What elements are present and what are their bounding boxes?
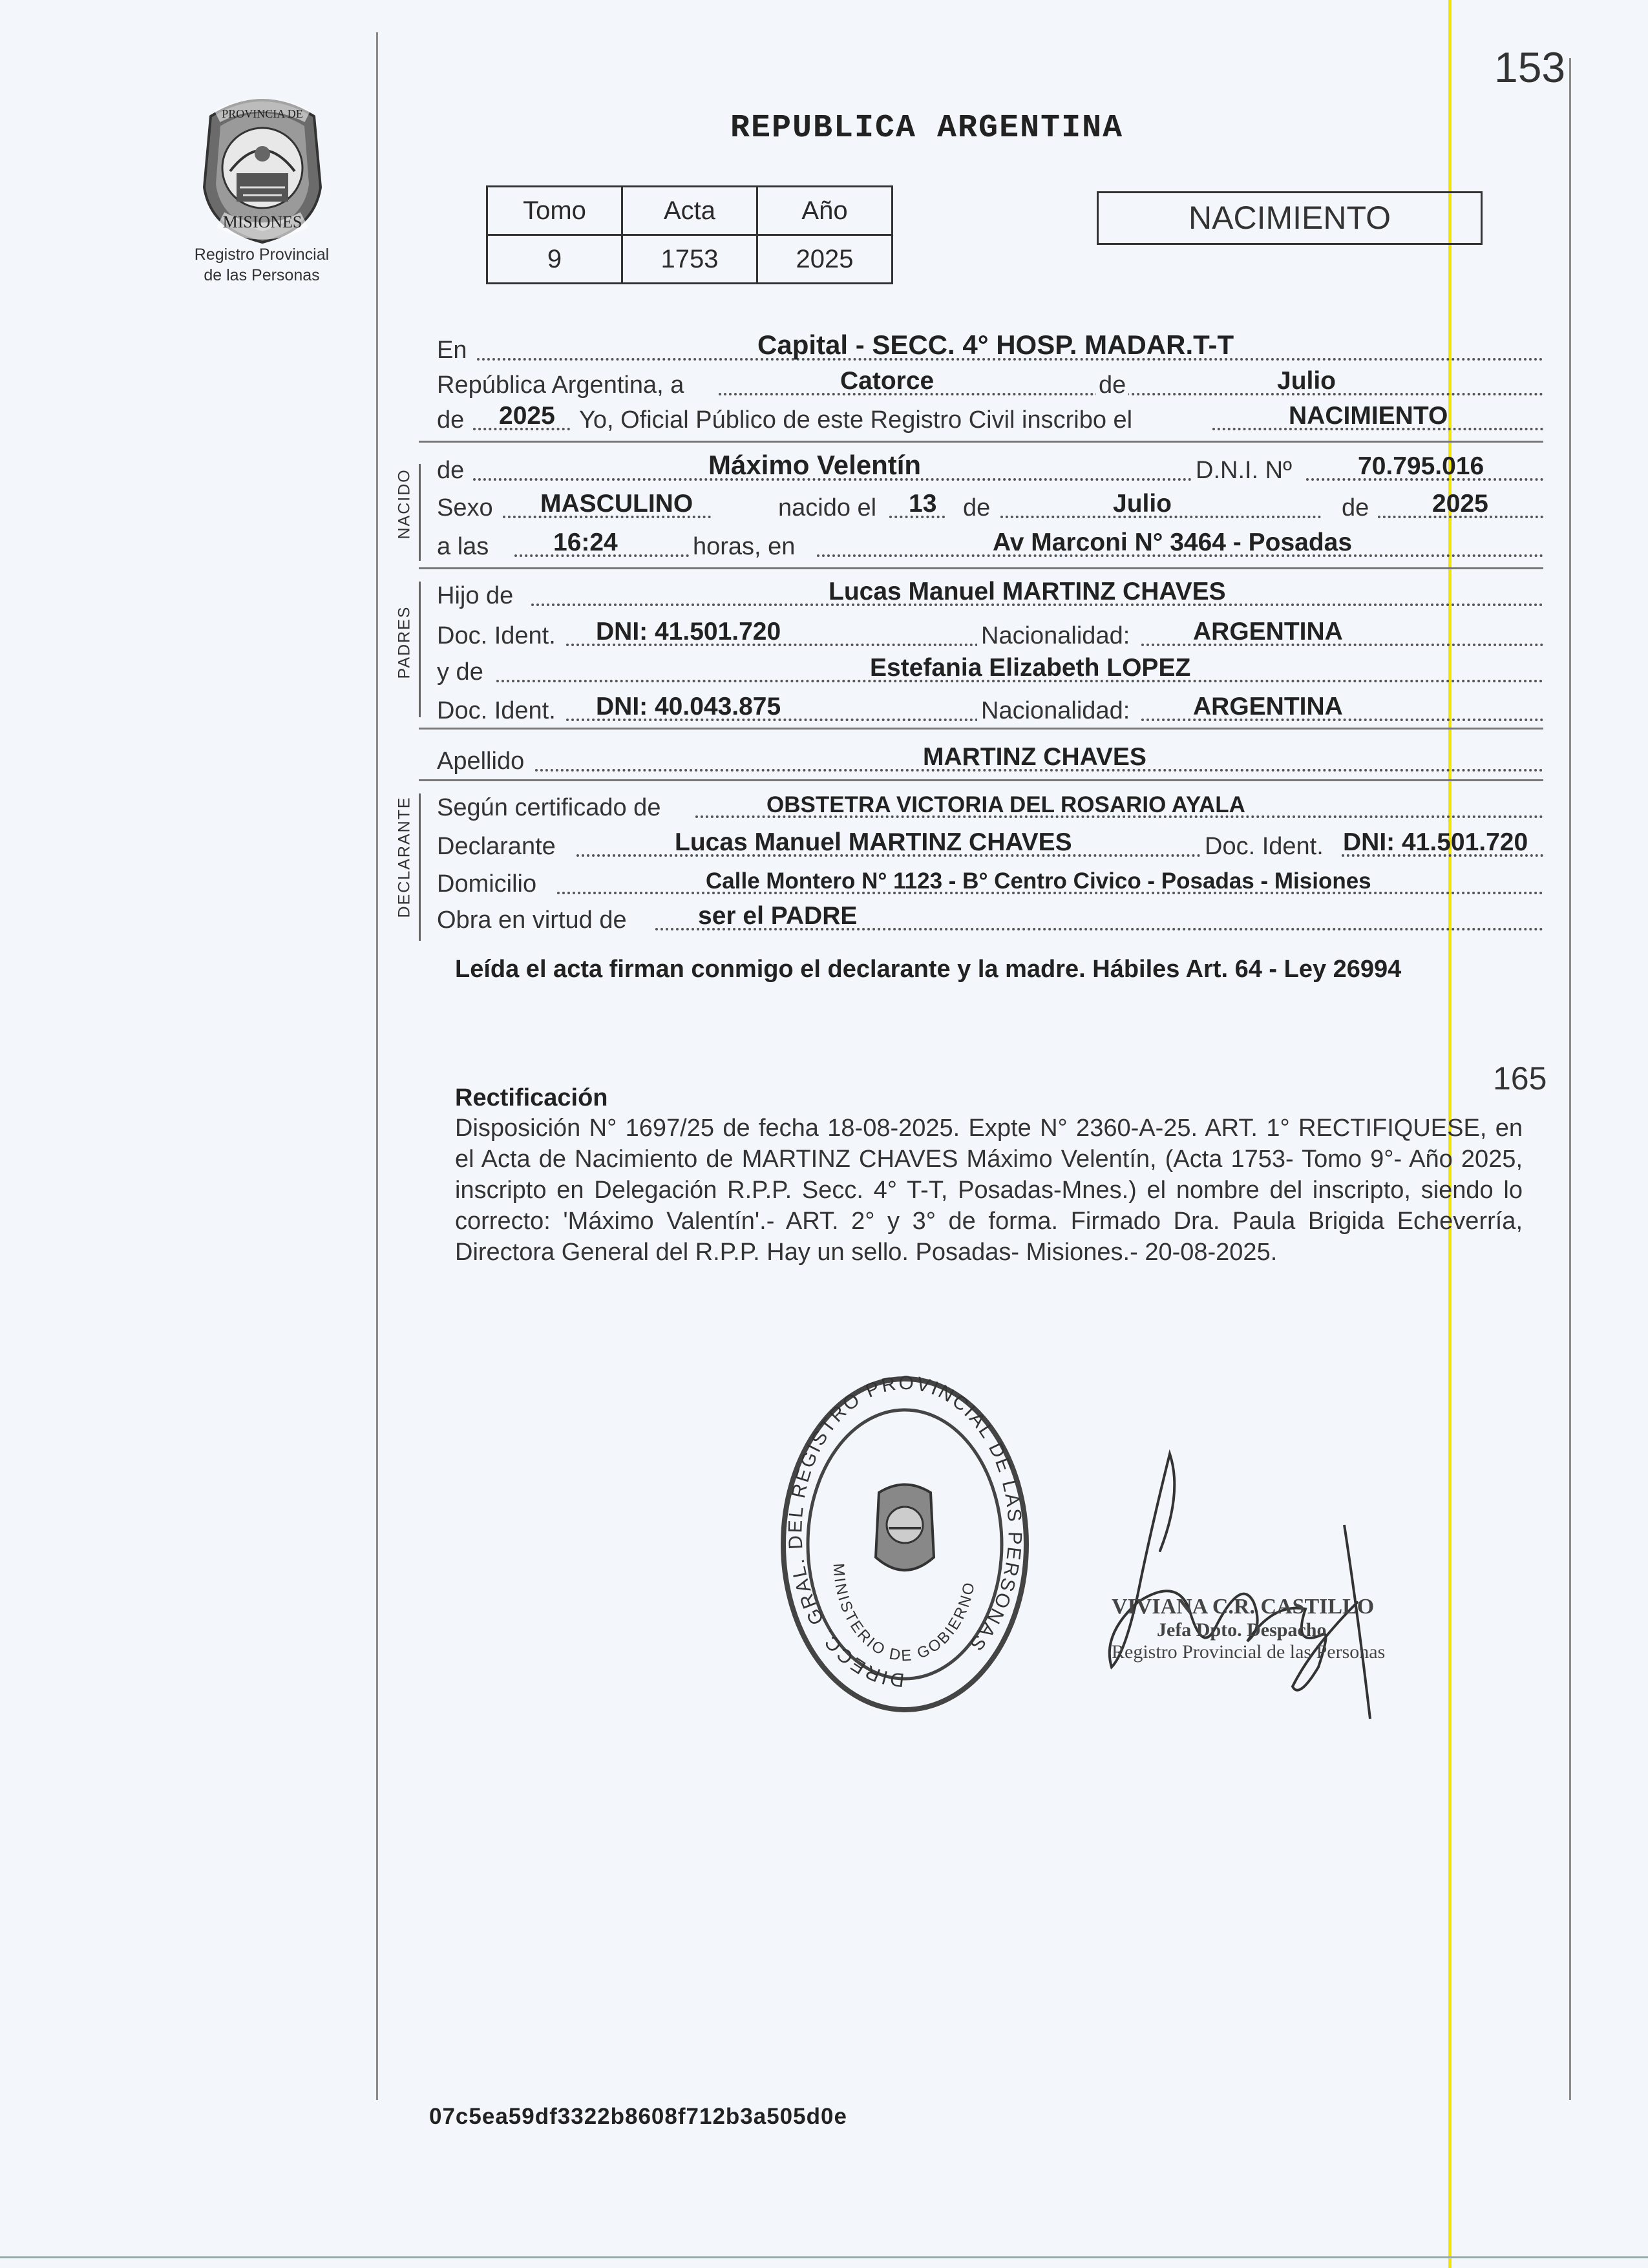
record-type-box: NACIMIENTO: [1097, 191, 1483, 245]
value-year: 2025: [499, 402, 555, 430]
label-republica: República Argentina, a: [437, 372, 684, 399]
row-republica: [437, 367, 1543, 402]
row-nacido-name: [437, 452, 1543, 487]
value-birth-month: Julio: [1113, 490, 1172, 518]
section-label-nacido: NACIDO: [395, 468, 414, 540]
label-nacido-el: nacido el: [778, 494, 877, 521]
separator: [419, 728, 1543, 730]
signer-block: [1112, 1595, 1385, 1663]
value-father-name: Lucas Manuel MARTINZ CHAVES: [829, 578, 1226, 605]
value-birth-year: 2025: [1432, 490, 1488, 518]
section-bar: [419, 582, 421, 717]
right-margin-line: [1569, 58, 1571, 2100]
document-hash: 07c5ea59df3322b8608f712b3a505d0e: [429, 2104, 847, 2129]
separator: [419, 779, 1543, 781]
header-anio: Año: [757, 187, 893, 235]
label-de-month: de: [963, 494, 991, 521]
section-label-padres: PADRES: [395, 605, 414, 679]
logo-text-top: PROVINCIA DE: [222, 107, 303, 120]
separator: [419, 567, 1543, 569]
label-yo: Yo, Oficial Público de este Registro Civil inscribo el: [579, 406, 1133, 434]
value-place: Capital - SECC. 4° HOSP. MADAR.T-T: [757, 330, 1234, 360]
value-acta: 1753: [622, 235, 757, 284]
value-child-name: Máximo Velentín: [708, 450, 922, 480]
value-birth-time: 16:24: [553, 529, 618, 556]
value-declarante-name: Lucas Manuel MARTINZ CHAVES: [675, 828, 1072, 856]
label-nacionalidad: Nacionalidad:: [977, 697, 1134, 725]
value-child-dni: 70.795.016: [1358, 452, 1484, 480]
label-segun: Según certificado de: [437, 794, 661, 821]
label-hijo-de: Hijo de: [437, 582, 514, 609]
value-domicilio: Calle Montero N° 1123 - B° Centro Civico - Posadas - Misiones: [706, 868, 1371, 894]
registry-caption: [155, 244, 368, 286]
stamp-text-inner: MINISTERIO DE GOBIERNO: [829, 1562, 979, 1665]
value-act: NACIMIENTO: [1289, 402, 1448, 430]
closing-text: Leída el acta firman conmigo el declarante y la madre. Hábiles Art. 64 - Ley 26994: [455, 956, 1402, 983]
record-table: [486, 185, 893, 284]
province-seal-icon: [191, 90, 333, 246]
rectification-number: 165: [1493, 1060, 1547, 1097]
label-apellido: Apellido: [437, 748, 525, 775]
value-birth-location: Av Marconi N° 3464 - Posadas: [993, 529, 1353, 556]
registry-caption-line1: Registro Provincial: [194, 246, 330, 264]
row-a-las: [437, 529, 1543, 563]
row-yo: [437, 402, 1543, 437]
record-table-header: [487, 187, 893, 235]
page-number: 153: [1494, 43, 1566, 91]
value-day-words: Catorce: [840, 367, 935, 395]
label-obra: Obra en virtud de: [437, 907, 627, 934]
value-birth-day: 13: [909, 490, 937, 518]
row-sexo: [437, 490, 1543, 525]
label-de: de: [1096, 372, 1128, 399]
label-doc-ident: Doc. Ident.: [437, 622, 556, 649]
row-en: [437, 332, 1543, 367]
section-bar: [419, 464, 421, 561]
rectification-title: Rectificación: [455, 1084, 608, 1111]
value-apellido: MARTINZ CHAVES: [923, 743, 1146, 771]
header-acta: Acta: [622, 187, 757, 235]
signer-org: Registro Provincial de las Personas: [1112, 1641, 1386, 1663]
value-certifier: OBSTETRA VICTORIA DEL ROSARIO AYALA: [766, 792, 1245, 817]
row-segun: [437, 790, 1543, 824]
label-dni: D.N.I. Nº: [1192, 457, 1296, 485]
value-obra: ser el PADRE: [698, 902, 858, 930]
signer-name: VIVIANA C.R. CASTILLO: [1112, 1595, 1375, 1619]
value-mother-doc: DNI: 40.043.875: [596, 693, 781, 720]
section-label-declarante: DECLARANTE: [395, 796, 414, 918]
row-obra: [437, 902, 1543, 937]
row-mother-doc: [437, 693, 1543, 728]
row-father-doc: [437, 618, 1543, 653]
value-mother-nationality: ARGENTINA: [1193, 693, 1343, 720]
left-margin-line: [376, 32, 378, 2100]
label-en: En: [437, 337, 467, 364]
logo-text-bottom: MISIONES: [222, 213, 302, 231]
value-sexo: MASCULINO: [540, 490, 693, 518]
handwritten-signature-icon: [1099, 1441, 1461, 1725]
row-domicilio: [437, 866, 1543, 901]
header-tomo: Tomo: [487, 187, 622, 235]
label-de: de: [437, 457, 465, 484]
row-declarante: [437, 828, 1543, 863]
label-declarante: Declarante: [437, 833, 556, 860]
value-tomo: 9: [487, 235, 622, 284]
row-y-de: [437, 654, 1543, 689]
label-doc-ident: Doc. Ident.: [1201, 833, 1327, 861]
signer-role: Jefa Dpto. Despacho: [1157, 1619, 1327, 1641]
value-anio: 2025: [757, 235, 893, 284]
label-nacionalidad: Nacionalidad:: [977, 622, 1134, 650]
registry-caption-line2: de las Personas: [204, 266, 320, 284]
value-declarante-doc: DNI: 41.501.720: [1343, 828, 1528, 856]
value-mother-name: Estefania Elizabeth LOPEZ: [870, 654, 1191, 682]
document-title: REPUBLICA ARGENTINA: [730, 110, 1124, 147]
bottom-edge-line: [0, 2256, 1648, 2258]
label-de-year: de: [1342, 494, 1369, 521]
value-father-nationality: ARGENTINA: [1193, 618, 1343, 646]
separator: [419, 441, 1543, 443]
label-a-las: a las: [437, 533, 489, 560]
stamp-text-outer: DIRECC. GRAL. DEL REGISTRO PROVINCIAL DE LAS PERSONAS: [785, 1372, 1026, 1691]
label-y-de: y de: [437, 658, 483, 686]
section-bar: [419, 793, 421, 941]
row-apellido: [437, 743, 1543, 778]
label-de-year: de: [437, 406, 465, 434]
label-sexo: Sexo: [437, 494, 493, 521]
label-domicilio: Domicilio: [437, 870, 537, 898]
value-father-doc: DNI: 41.501.720: [596, 618, 781, 646]
official-stamp-icon: [776, 1370, 1034, 1719]
record-table-values: [487, 235, 893, 284]
rectification-body: Disposición N° 1697/25 de fecha 18-08-2025. Expte N° 2360-A-25. ART. 1° RECTIFIQUESE, en el Acta de Nacimiento de MARTINZ CHAVES Máximo Velentín, (Acta 1753- Tomo 9°- Año 2025, inscripto en Delegación R.P.P. Secc. 4° T-T, Posadas-Mnes.) el nombre del inscripto, siendo lo correcto: 'Máximo Valentín'.- ART. 2° y 3° de forma. Firmado Dra. Paula Brigida Echeverría, Directora General del R.P.P. Hay un sello. Posadas- Misiones.- 20-08-2025.: [455, 1115, 1523, 1266]
row-hijo-de: [437, 578, 1543, 613]
label-horas: horas, en: [693, 533, 796, 560]
value-month: Julio: [1277, 367, 1336, 395]
label-doc-ident: Doc. Ident.: [437, 697, 556, 724]
